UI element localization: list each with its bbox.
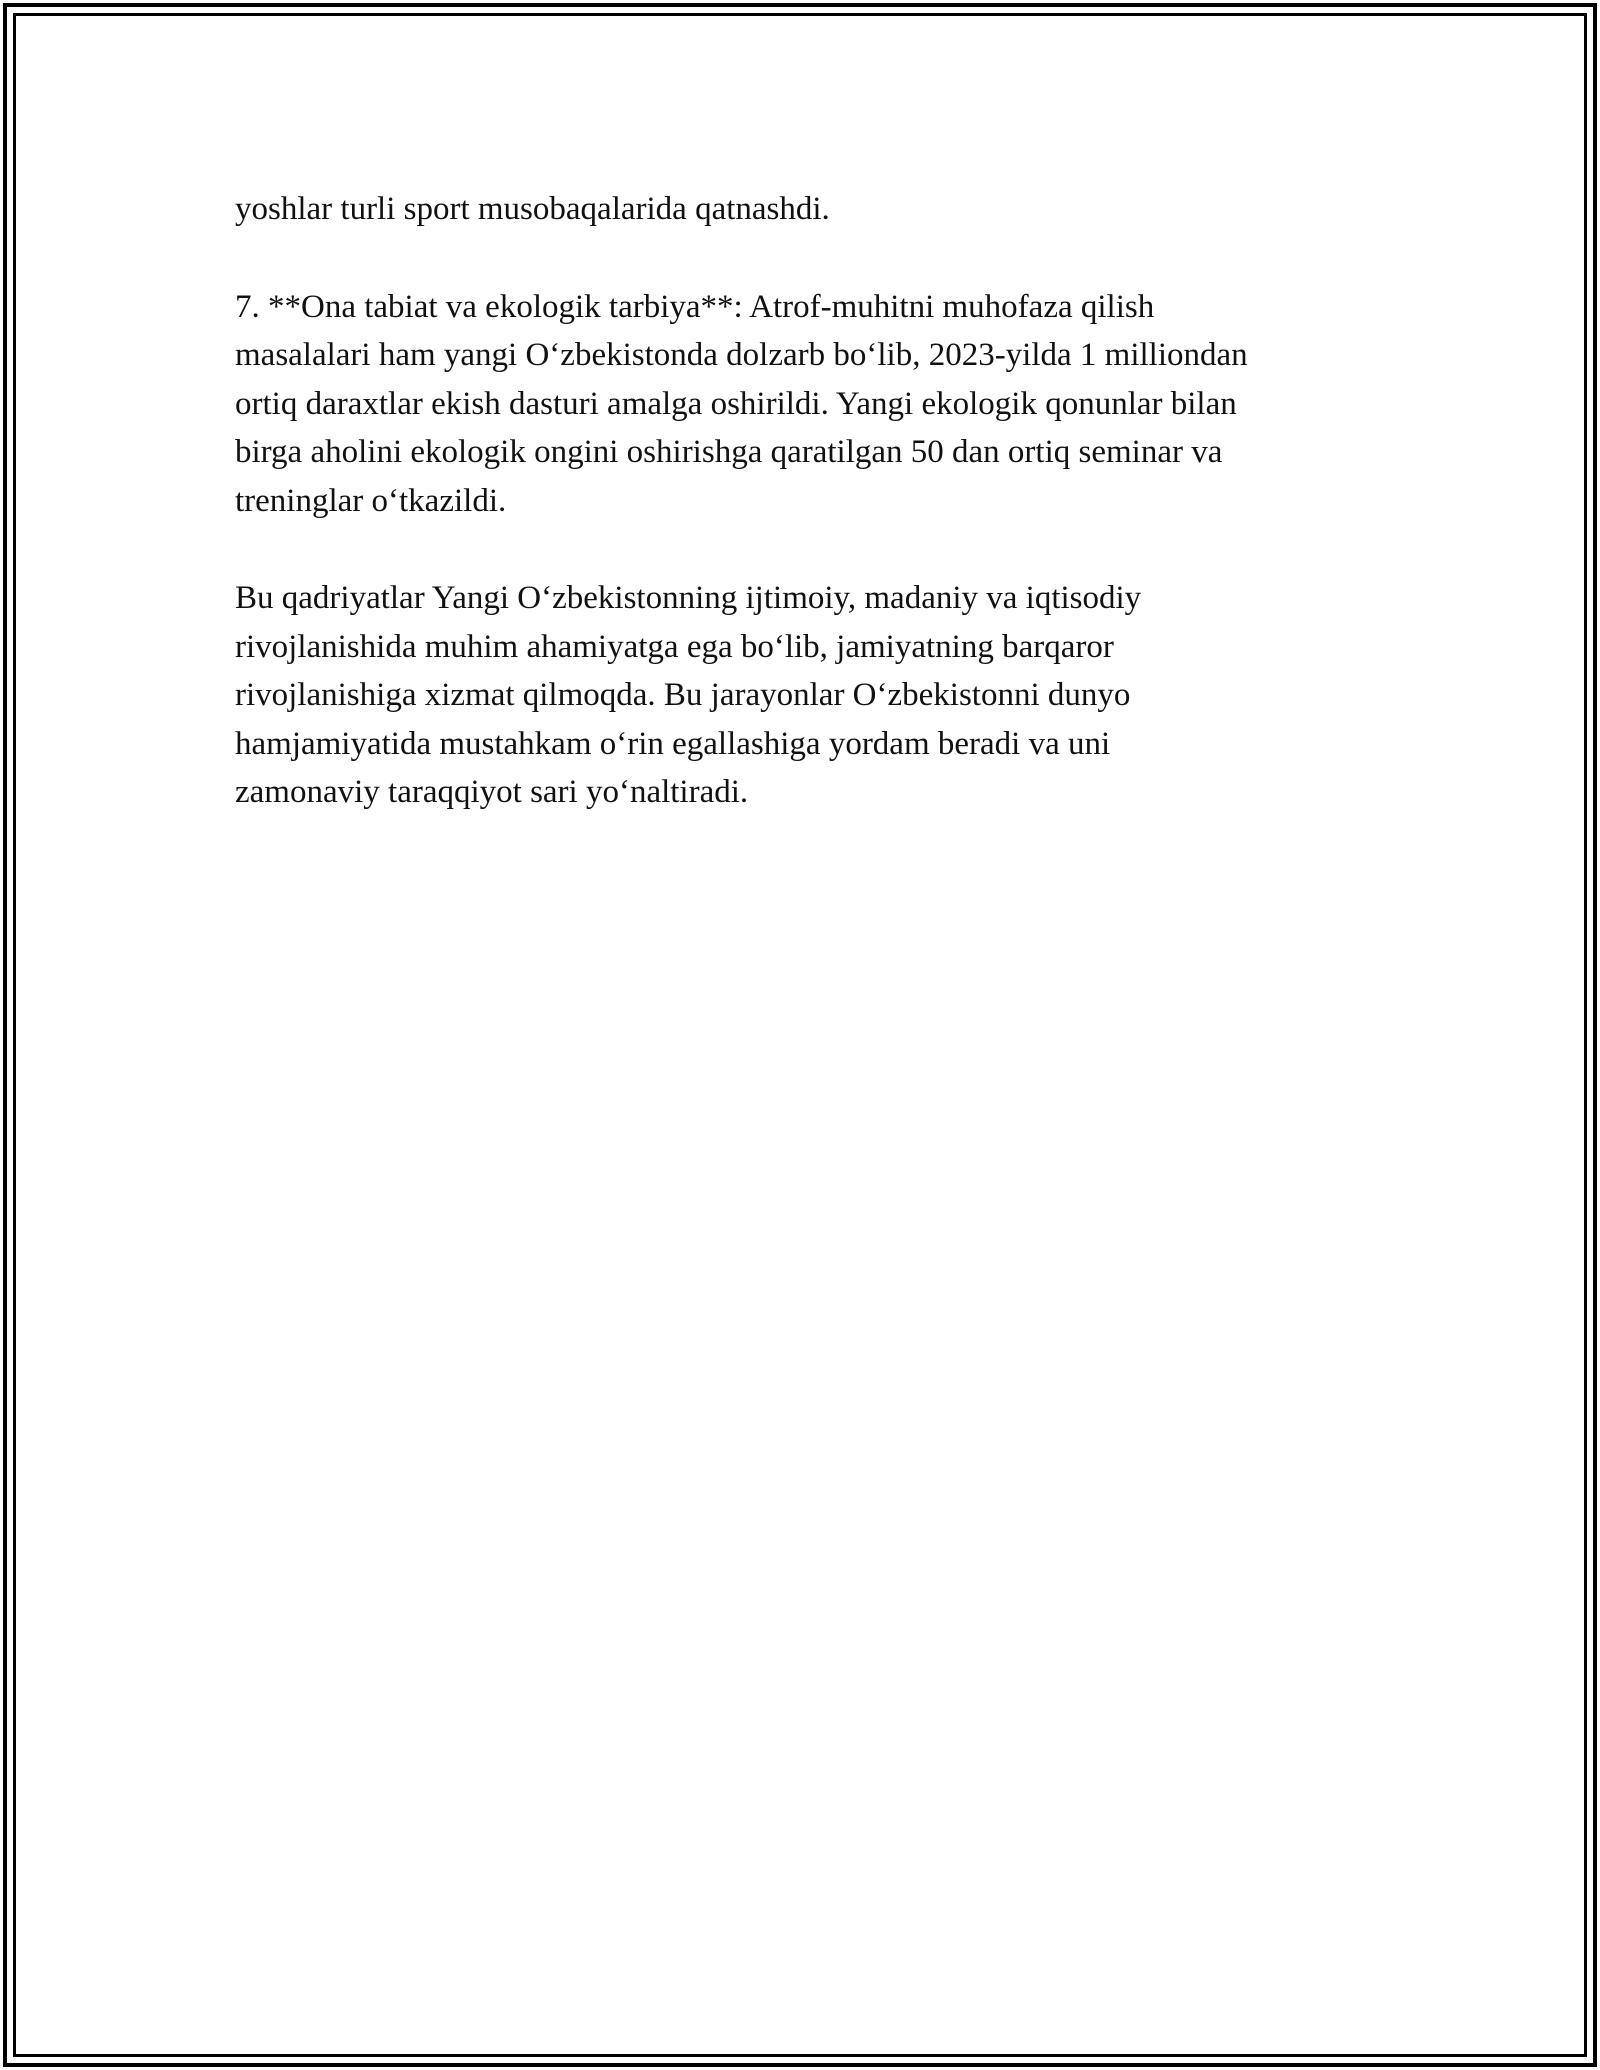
text-line: treninglar o‘tkazildi. (235, 482, 507, 519)
text-line: Bu qadriyatlar Yangi O‘zbekistonning ijtimoiy, madaniy va iqtisodiy (235, 580, 1142, 616)
text-line: rivojlanishiga xizmat qilmoqda. Bu jarayonlar O‘zbekistonni dunyo (235, 677, 1131, 713)
text-line: zamonaviy taraqqiyot sari yo‘naltiradi. (235, 774, 749, 810)
document-body (235, 185, 1385, 866)
paragraph-sport-continuation (235, 185, 1385, 234)
text-line: ortiq daraxtlar ekish dasturi amalga oshirildi. Yangi ekologik qonunlar bilan (235, 385, 1237, 422)
paragraph-conclusion (235, 574, 1385, 817)
text-line: masalalari ham yangi O‘zbekistonda dolzarb bo‘lib, 2023-yilda 1 milliondan (235, 337, 1248, 373)
text-line: hamjamiyatida mustahkam o‘rin egallashiga yordam beradi va uni (235, 725, 1111, 762)
text-line: 7. **Ona tabiat va ekologik tarbiya**: Atrof-muhitni muhofaza qilish (235, 288, 1155, 325)
text-line: rivojlanishida muhim ahamiyatga ega bo‘lib, jamiyatning barqaror (235, 628, 1114, 665)
text-line: yoshlar turli sport musobaqalarida qatnashdi. (235, 191, 830, 227)
paragraph-ecology (235, 283, 1385, 526)
text-line: birga aholini ekologik ongini oshirishga qaratilgan 50 dan ortiq seminar va (235, 434, 1223, 470)
